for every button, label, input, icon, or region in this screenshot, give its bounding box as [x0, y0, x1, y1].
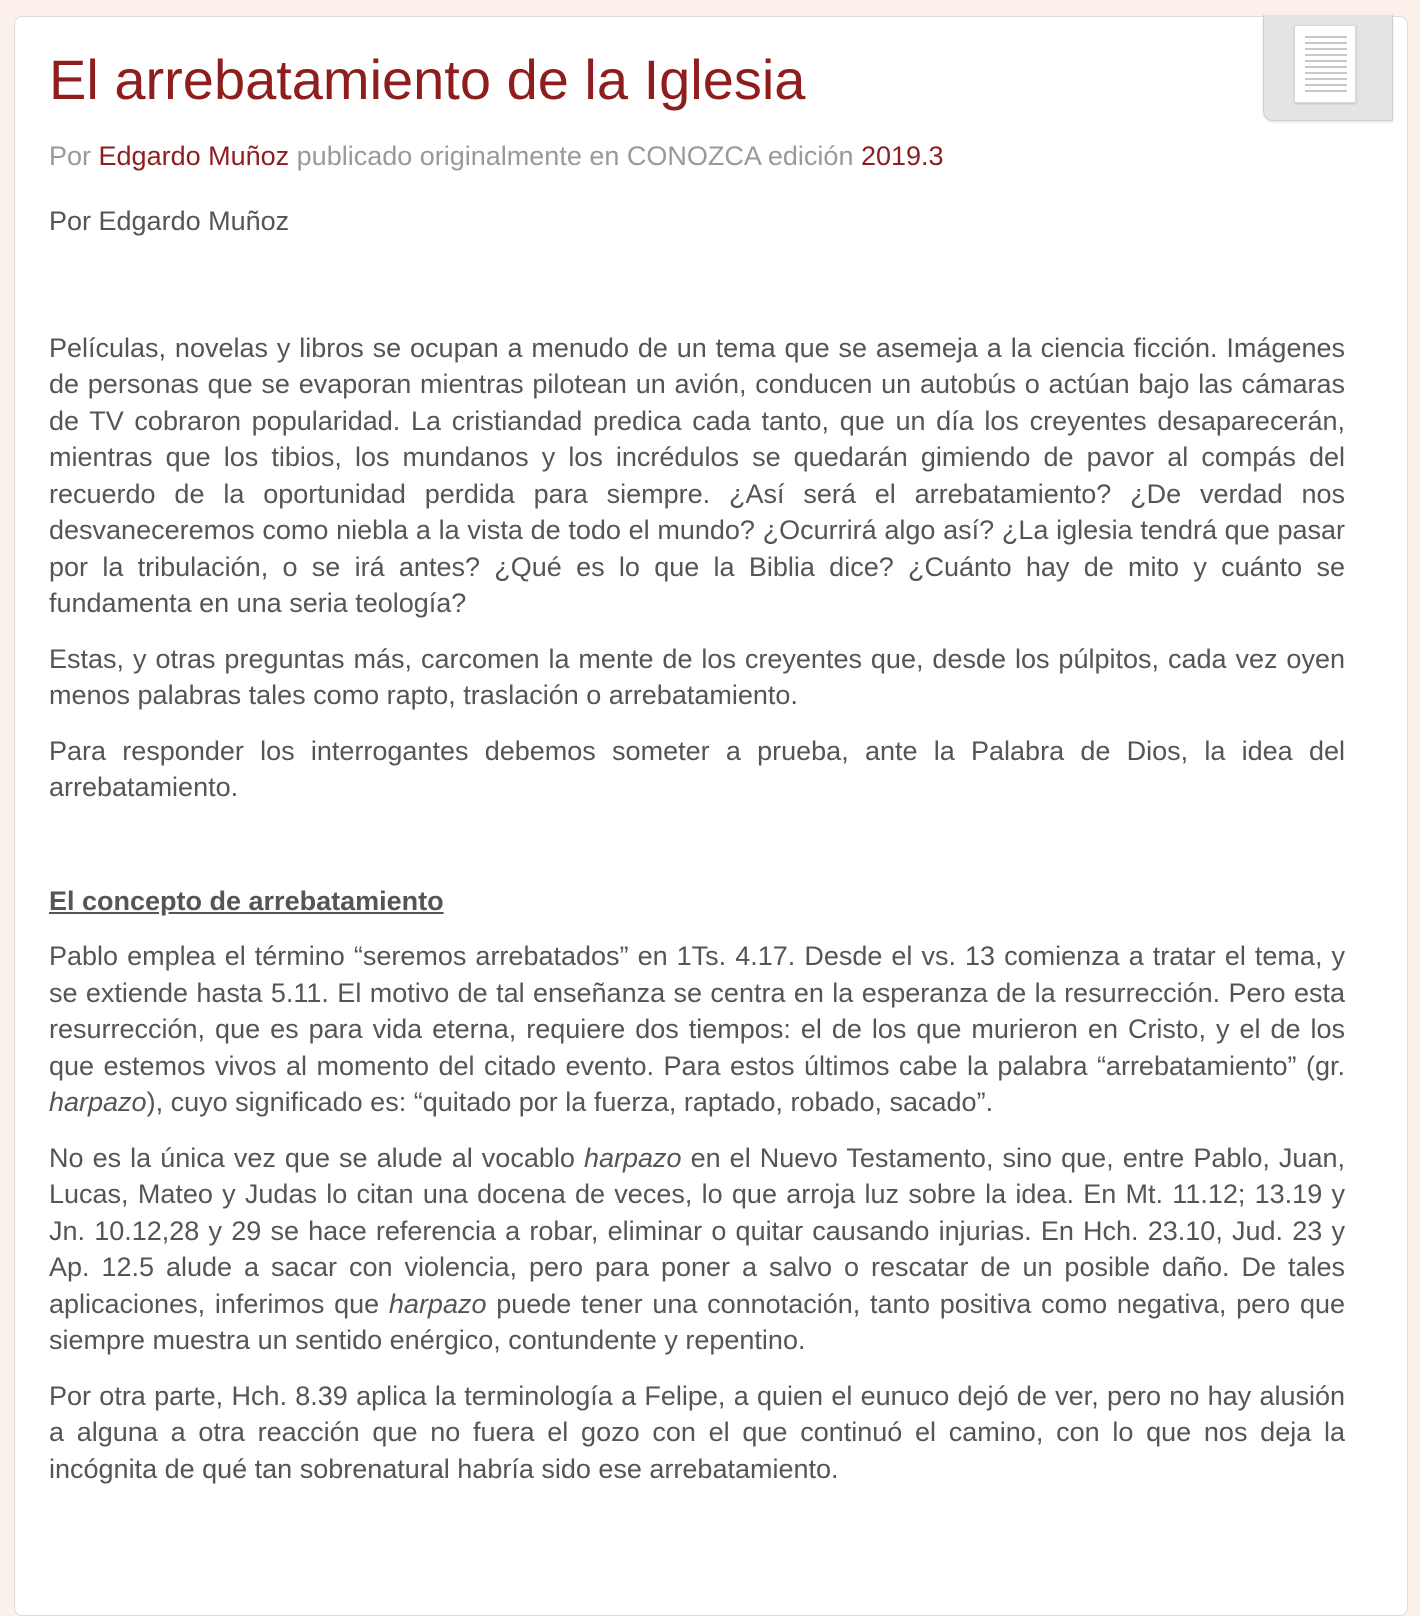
- section-paragraph-2-text-c: puede tener una connotación, tanto positiva como negativa, pero que siempre muestra un sentido enérgico, contundente y repentino.: [49, 1288, 1345, 1355]
- section-paragraph-1-text-b: ), cuyo significado es: “quitado por la fuerza, raptado, robado, sacado”.: [146, 1087, 994, 1117]
- byline-middle: publicado originalmente en CONOZCA edición: [289, 141, 861, 171]
- section-paragraph-3: Por otra parte, Hch. 8.39 aplica la terminología a Felipe, a quien el eunuco dejó de ver, pero no hay alusión a alguna a otra reacción que no fuera el gozo con el que continuó el camino, con lo que nos deja la incógnita de qué tan sobrenatural habría sido ese arrebatamiento.: [49, 1380, 1345, 1484]
- author-link[interactable]: Edgardo Muñoz: [98, 141, 290, 171]
- article-body: [49, 203, 1345, 1506]
- greek-term: harpazo: [583, 1142, 682, 1173]
- section-paragraph-2: [49, 1140, 1345, 1359]
- greek-term: harpazo: [388, 1288, 487, 1319]
- intro-paragraph-2: Estas, y otras preguntas más, carcomen la mente de los creyentes que, desde los púlpitos, cada vez oyen menos palabras tales como rapto, traslación o arrebatamiento.: [49, 643, 1345, 710]
- section-paragraph-2-text-a: No es la única vez que se alude al vocablo: [49, 1142, 584, 1173]
- section-paragraph-2-text-b: en el Nuevo Testamento, sino que, entre Pablo, Juan, Lucas, Mateo y Judas lo citan una docena de veces, lo que arroja luz sobre la idea. En Mt. 11.12; 13.19 y Jn. 10.12,28 y 29 se hace referencia a robar, eliminar o quitar causando injurias. En Hch. 23.10, Jud. 23 y Ap. 12.5 alude a sacar con violencia, pero para poner a salvo o rescatar de un posible daño. De tales aplicaciones, inferimos que: [49, 1142, 1345, 1319]
- greek-term: harpazo: [49, 1087, 147, 1117]
- document-icon[interactable]: [1263, 15, 1393, 121]
- intro-paragraph-1: Películas, novelas y libros se ocupan a menudo de un tema que se asemeja a la ciencia ficción. Imágenes de personas que se evaporan mientras pilotean un avión, conducen un autobús o actúan bajo las cámaras de TV cobraron popularidad. La cristiandad predica cada tanto, que un día los creyentes desaparecerán, mientras que los tibios, los mundanos y los incrédulos se quedarán gimiendo de pavor al compás del recuerdo de la oportunidad perdida para siempre. ¿Así será el arrebatamiento? ¿De verdad nos desvaneceremos como niebla a la vista de todo el mundo? ¿Ocurrirá algo así? ¿La iglesia tendrá que pasar por la tribulación, o se irá antes? ¿Qué es lo que la Biblia dice? ¿Cuánto hay de mito y cuánto se fundamenta en una seria teología?: [49, 332, 1345, 618]
- article-byline: [49, 141, 944, 172]
- intro-paragraph-3: Para responder los interrogantes debemos someter a prueba, ante la Palabra de Dios, la idea del arrebatamiento.: [49, 735, 1345, 802]
- byline-prefix: Por: [49, 141, 99, 171]
- document-sheet: [1294, 25, 1356, 103]
- article-title: El arrebatamiento de la Iglesia: [49, 48, 806, 111]
- author-line: Por Edgardo Muñoz: [49, 206, 290, 236]
- edition-link[interactable]: 2019.3: [860, 141, 944, 171]
- section-paragraph-1: [49, 938, 1345, 1121]
- section-heading: El concepto de arrebatamiento: [49, 885, 444, 916]
- article-card: [14, 16, 1408, 1616]
- section-paragraph-1-text-a: Pablo emplea el término “seremos arrebatados” en 1Ts. 4.17. Desde el vs. 13 comienza a tratar el tema, y se extiende hasta 5.11. El motivo de tal enseñanza se centra en la esperanza de la resurrección. Pero esta resurrección, que es para vida eterna, requiere dos tiempos: el de los que murieron en Cristo, y el de los que estemos vivos al momento del citado evento. Para estos últimos cabe la palabra “arrebatamiento” (gr.: [49, 941, 1345, 1081]
